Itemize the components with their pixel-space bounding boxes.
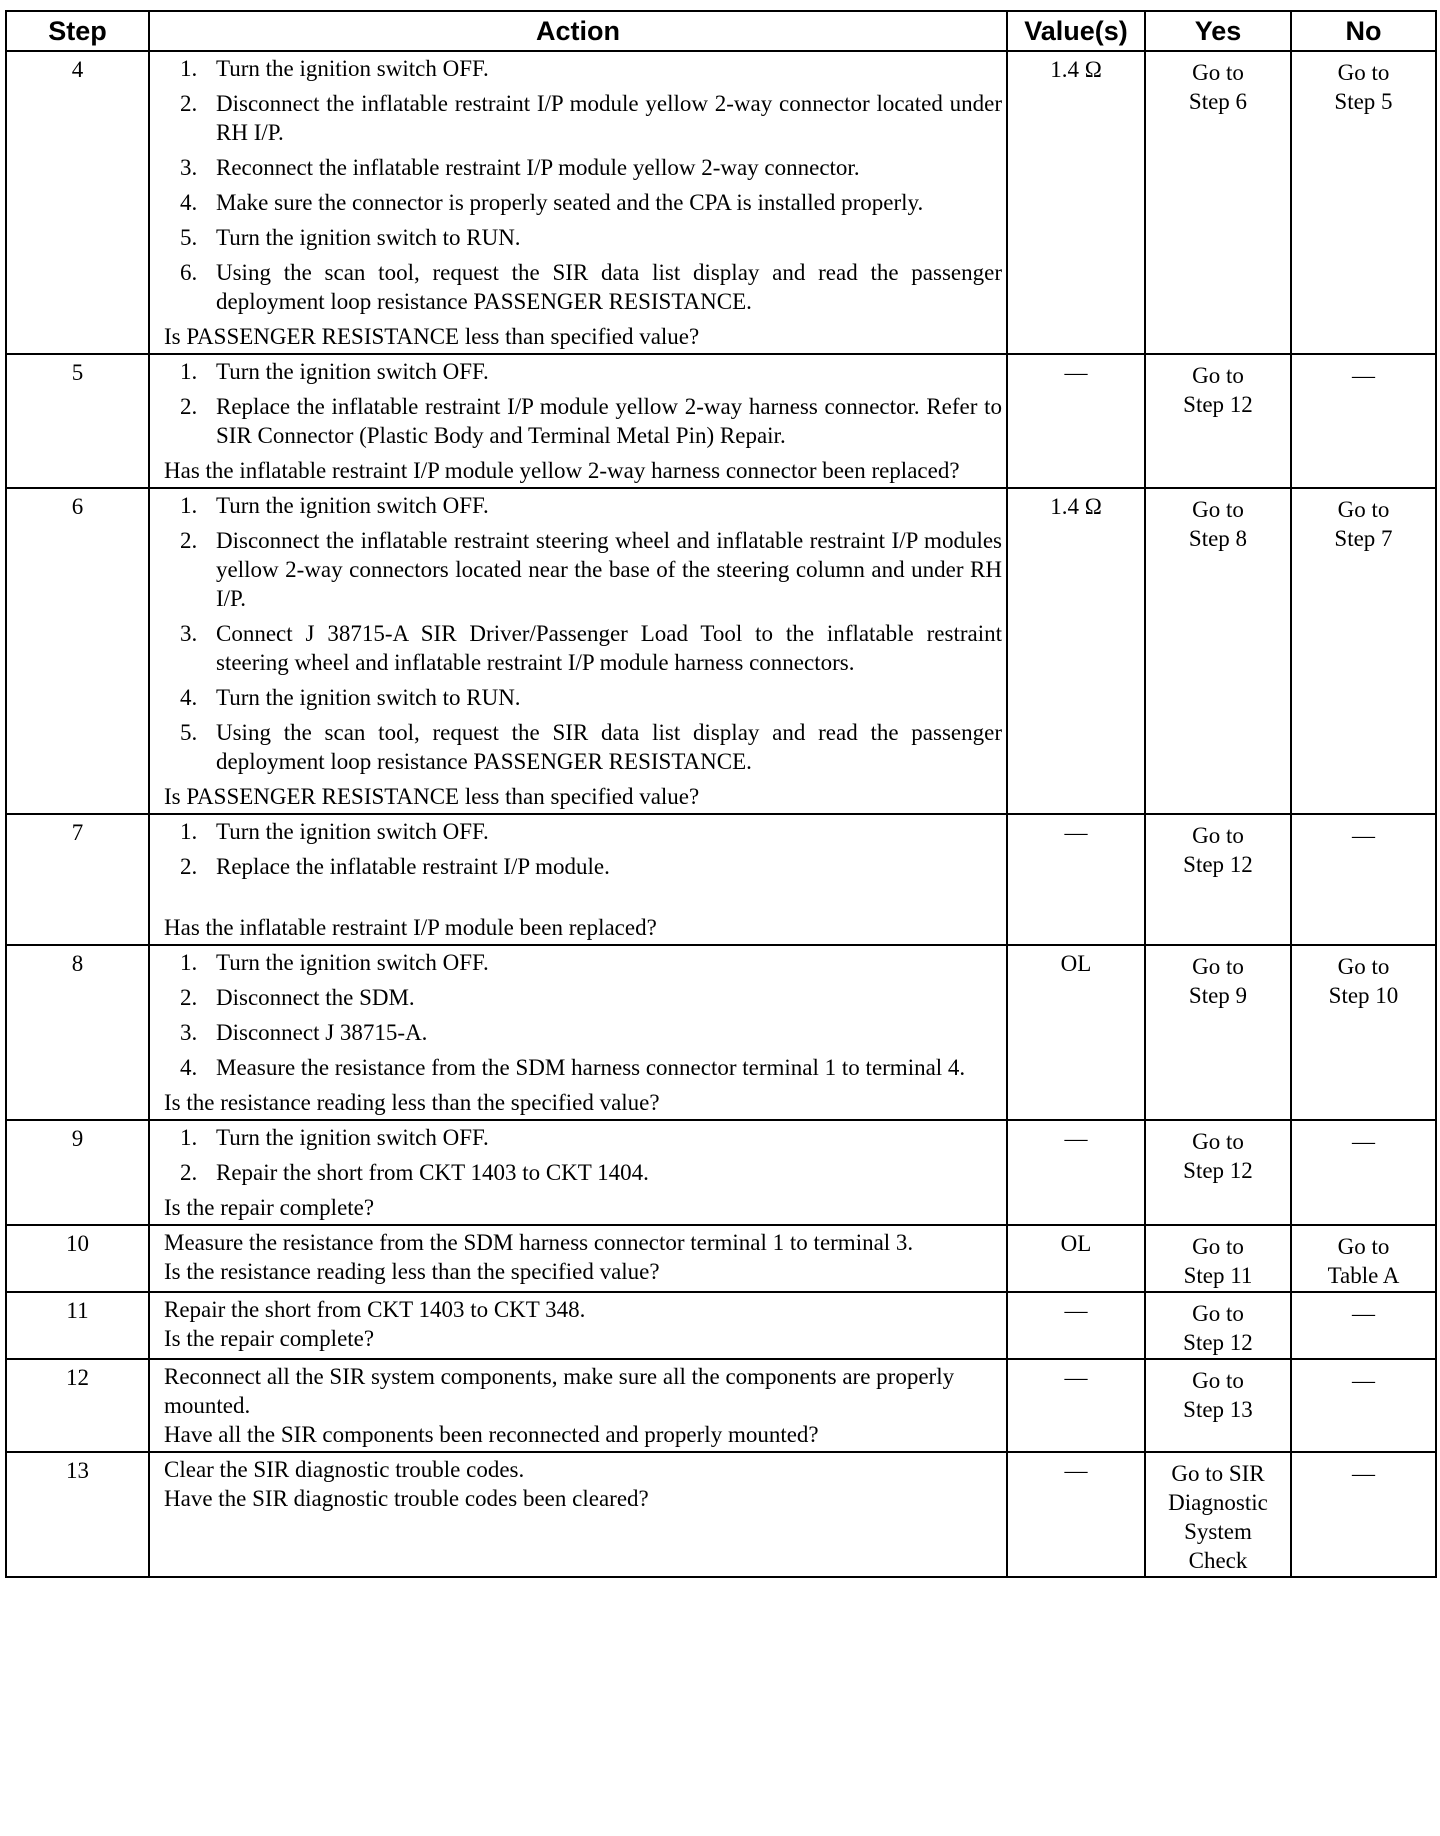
action-question: Has the inflatable restraint I/P module yellow 2-way harness connector been replaced?: [164, 458, 960, 483]
action-step: [164, 718, 1002, 776]
yes-line: System: [1184, 1519, 1252, 1544]
action-step-number: 1.: [180, 493, 198, 518]
action-steps: [164, 54, 1002, 316]
table-body: [6, 51, 1436, 1577]
no-line: Go to: [1337, 954, 1390, 979]
no-line: —: [1352, 1301, 1375, 1326]
table-row: [6, 1292, 1436, 1359]
action-question: Have the SIR diagnostic trouble codes been cleared?: [164, 1486, 649, 1511]
action-steps: [164, 491, 1002, 776]
table-row: [6, 488, 1436, 814]
value-cell: —: [1007, 1292, 1145, 1359]
yes-cell: [1145, 1292, 1291, 1359]
yes-line: Go to: [1192, 363, 1244, 388]
yes-line: Step 9: [1188, 983, 1248, 1008]
yes-line: Step 12: [1183, 1330, 1253, 1355]
action-step-text: Reconnect the inflatable restraint I/P module yellow 2-way connector.: [216, 155, 860, 180]
action-step: [164, 948, 1002, 977]
action-step: [164, 1158, 1002, 1187]
action-step-number: 3.: [180, 1020, 198, 1045]
action-step-text: Replace the inflatable restraint I/P module yellow 2-way harness connector. Refer to SIR Connector (Plastic Body and Terminal Metal Pin) Repair.: [216, 394, 1002, 448]
action-step: [164, 526, 1002, 613]
table-row: [6, 1120, 1436, 1225]
step-number: 5: [6, 354, 149, 488]
yes-line: Go to: [1192, 1234, 1244, 1259]
action-step-number: 2.: [180, 528, 198, 553]
no-line: —: [1352, 1461, 1375, 1486]
action-step-text: Measure the resistance from the SDM harness connector terminal 1 to terminal 4.: [216, 1055, 966, 1080]
action-step: [164, 1123, 1002, 1152]
action-step: [164, 54, 1002, 83]
header-action: Action: [149, 11, 1007, 51]
yes-line: Diagnostic: [1168, 1490, 1268, 1515]
action-step: [164, 1053, 1002, 1082]
yes-line: Go to: [1192, 497, 1244, 522]
action-step-text: Turn the ignition switch OFF.: [216, 56, 489, 81]
header-step: Step: [6, 11, 149, 51]
action-text: Repair the short from CKT 1403 to CKT 348.: [164, 1297, 586, 1322]
table-row: [6, 354, 1436, 488]
value-cell: —: [1007, 814, 1145, 945]
action-question: Have all the SIR components been reconnected and properly mounted?: [164, 1422, 819, 1447]
no-line: Table A: [1327, 1263, 1400, 1288]
action-cell: [149, 1452, 1007, 1577]
action-question: Is PASSENGER RESISTANCE less than specified value?: [164, 784, 700, 809]
table-row: [6, 814, 1436, 945]
action-step-text: Turn the ignition switch to RUN.: [216, 685, 521, 710]
action-step-number: 5.: [180, 720, 198, 745]
action-step: [164, 258, 1002, 316]
no-line: —: [1352, 823, 1375, 848]
action-step: [164, 223, 1002, 252]
yes-line: Check: [1188, 1548, 1248, 1573]
action-step-text: Turn the ignition switch to RUN.: [216, 225, 521, 250]
yes-line: Go to: [1192, 954, 1244, 979]
yes-cell: [1145, 488, 1291, 814]
step-number: 4: [6, 51, 149, 354]
table-row: [6, 1225, 1436, 1292]
action-cell: [149, 488, 1007, 814]
action-step-text: Turn the ignition switch OFF.: [216, 359, 489, 384]
yes-cell: [1145, 51, 1291, 354]
value-cell: —: [1007, 1452, 1145, 1577]
action-step: [164, 619, 1002, 677]
action-step-number: 3.: [180, 155, 198, 180]
action-step: [164, 491, 1002, 520]
action-cell: [149, 945, 1007, 1120]
no-cell: [1291, 814, 1436, 945]
action-cell: [149, 51, 1007, 354]
yes-line: Step 11: [1183, 1263, 1253, 1288]
action-step-number: 1.: [180, 56, 198, 81]
no-line: Step 10: [1328, 983, 1399, 1008]
action-step-text: Using the scan tool, request the SIR data list display and read the passenger deployment loop resistance PASSENGER RESISTANCE.: [216, 260, 1002, 314]
action-step-text: Turn the ignition switch OFF.: [216, 950, 489, 975]
action-steps: [164, 1123, 1002, 1187]
value-cell: —: [1007, 1359, 1145, 1452]
yes-cell: [1145, 354, 1291, 488]
action-step: [164, 89, 1002, 147]
step-number: 6: [6, 488, 149, 814]
no-cell: [1291, 1225, 1436, 1292]
step-number: 11: [6, 1292, 149, 1359]
yes-line: Step 8: [1188, 526, 1248, 551]
action-text: Measure the resistance from the SDM harness connector terminal 1 to terminal 3.: [164, 1230, 914, 1255]
header-yes: Yes: [1145, 11, 1291, 51]
action-step-text: Disconnect the SDM.: [216, 985, 415, 1010]
no-cell: [1291, 1292, 1436, 1359]
yes-cell: [1145, 1120, 1291, 1225]
no-cell: [1291, 1452, 1436, 1577]
yes-line: Step 13: [1183, 1397, 1253, 1422]
action-cell: [149, 814, 1007, 945]
action-steps: [164, 948, 1002, 1082]
action-question: Has the inflatable restraint I/P module been replaced?: [164, 915, 657, 940]
value-cell: 1.4 Ω: [1007, 488, 1145, 814]
action-step-text: Turn the ignition switch OFF.: [216, 1125, 489, 1150]
action-step-number: 1.: [180, 819, 198, 844]
table-row: [6, 51, 1436, 354]
action-step-number: 2.: [180, 91, 198, 116]
no-line: Go to: [1337, 497, 1390, 522]
step-number: 13: [6, 1452, 149, 1577]
step-number: 12: [6, 1359, 149, 1452]
action-step: [164, 852, 1002, 881]
yes-line: Go to: [1192, 1368, 1244, 1393]
action-step: [164, 817, 1002, 846]
action-cell: [149, 1359, 1007, 1452]
no-cell: [1291, 945, 1436, 1120]
action-step-number: 3.: [180, 621, 198, 646]
yes-line: Step 12: [1183, 392, 1253, 417]
step-number: 8: [6, 945, 149, 1120]
action-step-number: 4.: [180, 190, 198, 215]
action-step-number: 4.: [180, 1055, 198, 1080]
table-row: [6, 945, 1436, 1120]
action-step: [164, 392, 1002, 450]
action-step-text: Connect J 38715-A SIR Driver/Passenger Load Tool to the inflatable restraint steering wheel and inflatable restraint I/P module harness connectors.: [216, 621, 1002, 675]
action-step-number: 2.: [180, 394, 198, 419]
yes-line: Go to: [1192, 1301, 1244, 1326]
table-row: [6, 1359, 1436, 1452]
action-step-text: Replace the inflatable restraint I/P module.: [216, 854, 610, 879]
yes-line: Go to: [1192, 60, 1244, 85]
action-step: [164, 153, 1002, 182]
yes-line: Step 6: [1188, 89, 1248, 114]
action-step-text: Using the scan tool, request the SIR data list display and read the passenger deployment loop resistance PASSENGER RESISTANCE.: [216, 720, 1002, 774]
action-step: [164, 683, 1002, 712]
action-cell: [149, 1225, 1007, 1292]
action-step-number: 2.: [180, 854, 198, 879]
action-steps: [164, 817, 1002, 881]
yes-cell: [1145, 1225, 1291, 1292]
header-no: No: [1291, 11, 1436, 51]
action-step-number: 1.: [180, 359, 198, 384]
value-cell: 1.4 Ω: [1007, 51, 1145, 354]
action-step-number: 2.: [180, 985, 198, 1010]
yes-cell: [1145, 945, 1291, 1120]
yes-line: Go to SIR: [1171, 1461, 1265, 1486]
action-step-text: Make sure the connector is properly seated and the CPA is installed properly.: [216, 190, 924, 215]
action-step: [164, 983, 1002, 1012]
yes-line: Go to: [1192, 823, 1244, 848]
action-question: Is the resistance reading less than the specified value?: [164, 1090, 660, 1115]
no-line: Step 7: [1334, 526, 1393, 551]
action-step-text: Turn the ignition switch OFF.: [216, 819, 489, 844]
action-step-number: 2.: [180, 1160, 198, 1185]
action-step-text: Disconnect the inflatable restraint I/P module yellow 2-way connector located under RH I/P.: [216, 91, 1002, 145]
yes-cell: [1145, 814, 1291, 945]
step-number: 10: [6, 1225, 149, 1292]
action-step: [164, 1018, 1002, 1047]
step-number: 9: [6, 1120, 149, 1225]
no-cell: [1291, 1359, 1436, 1452]
yes-cell: [1145, 1452, 1291, 1577]
diagnostic-table: [5, 10, 1437, 1578]
yes-line: Step 12: [1183, 1158, 1253, 1183]
action-step-number: 1.: [180, 1125, 198, 1150]
action-steps: [164, 357, 1002, 450]
no-line: Go to: [1337, 60, 1390, 85]
action-step-text: Disconnect J 38715-A.: [216, 1020, 428, 1045]
table-row: [6, 1452, 1436, 1577]
action-cell: [149, 1292, 1007, 1359]
yes-cell: [1145, 1359, 1291, 1452]
action-text: Clear the SIR diagnostic trouble codes.: [164, 1457, 525, 1482]
no-line: —: [1352, 1129, 1375, 1154]
action-step: [164, 188, 1002, 217]
no-line: —: [1352, 363, 1375, 388]
action-question: Is the resistance reading less than the specified value?: [164, 1259, 660, 1284]
no-cell: [1291, 1120, 1436, 1225]
action-step-number: 1.: [180, 950, 198, 975]
yes-line: Step 12: [1183, 852, 1253, 877]
value-cell: —: [1007, 354, 1145, 488]
value-cell: OL: [1007, 1225, 1145, 1292]
value-cell: —: [1007, 1120, 1145, 1225]
action-cell: [149, 1120, 1007, 1225]
action-step-text: Repair the short from CKT 1403 to CKT 1404.: [216, 1160, 649, 1185]
yes-line: Go to: [1192, 1129, 1244, 1154]
no-line: Go to: [1337, 1234, 1390, 1259]
no-cell: [1291, 488, 1436, 814]
no-cell: [1291, 354, 1436, 488]
step-number: 7: [6, 814, 149, 945]
action-step-text: Disconnect the inflatable restraint steering wheel and inflatable restraint I/P modules yellow 2-way connectors located near the base of the steering column and under RH I/P.: [216, 528, 1002, 611]
action-step-number: 4.: [180, 685, 198, 710]
action-question: Is the repair complete?: [164, 1326, 375, 1351]
action-text: Reconnect all the SIR system components, make sure all the components are properly mounted.: [164, 1364, 955, 1418]
spacer: [164, 887, 1002, 913]
action-step-text: Turn the ignition switch OFF.: [216, 493, 489, 518]
header-values: Value(s): [1007, 11, 1145, 51]
header-row: [6, 11, 1436, 51]
action-question: Is the repair complete?: [164, 1195, 375, 1220]
no-line: Step 5: [1334, 89, 1393, 114]
action-step-number: 5.: [180, 225, 198, 250]
action-question: Is PASSENGER RESISTANCE less than specified value?: [164, 324, 700, 349]
no-cell: [1291, 51, 1436, 354]
action-step: [164, 357, 1002, 386]
action-cell: [149, 354, 1007, 488]
value-cell: OL: [1007, 945, 1145, 1120]
action-step-number: 6.: [180, 260, 198, 285]
no-line: —: [1352, 1368, 1375, 1393]
